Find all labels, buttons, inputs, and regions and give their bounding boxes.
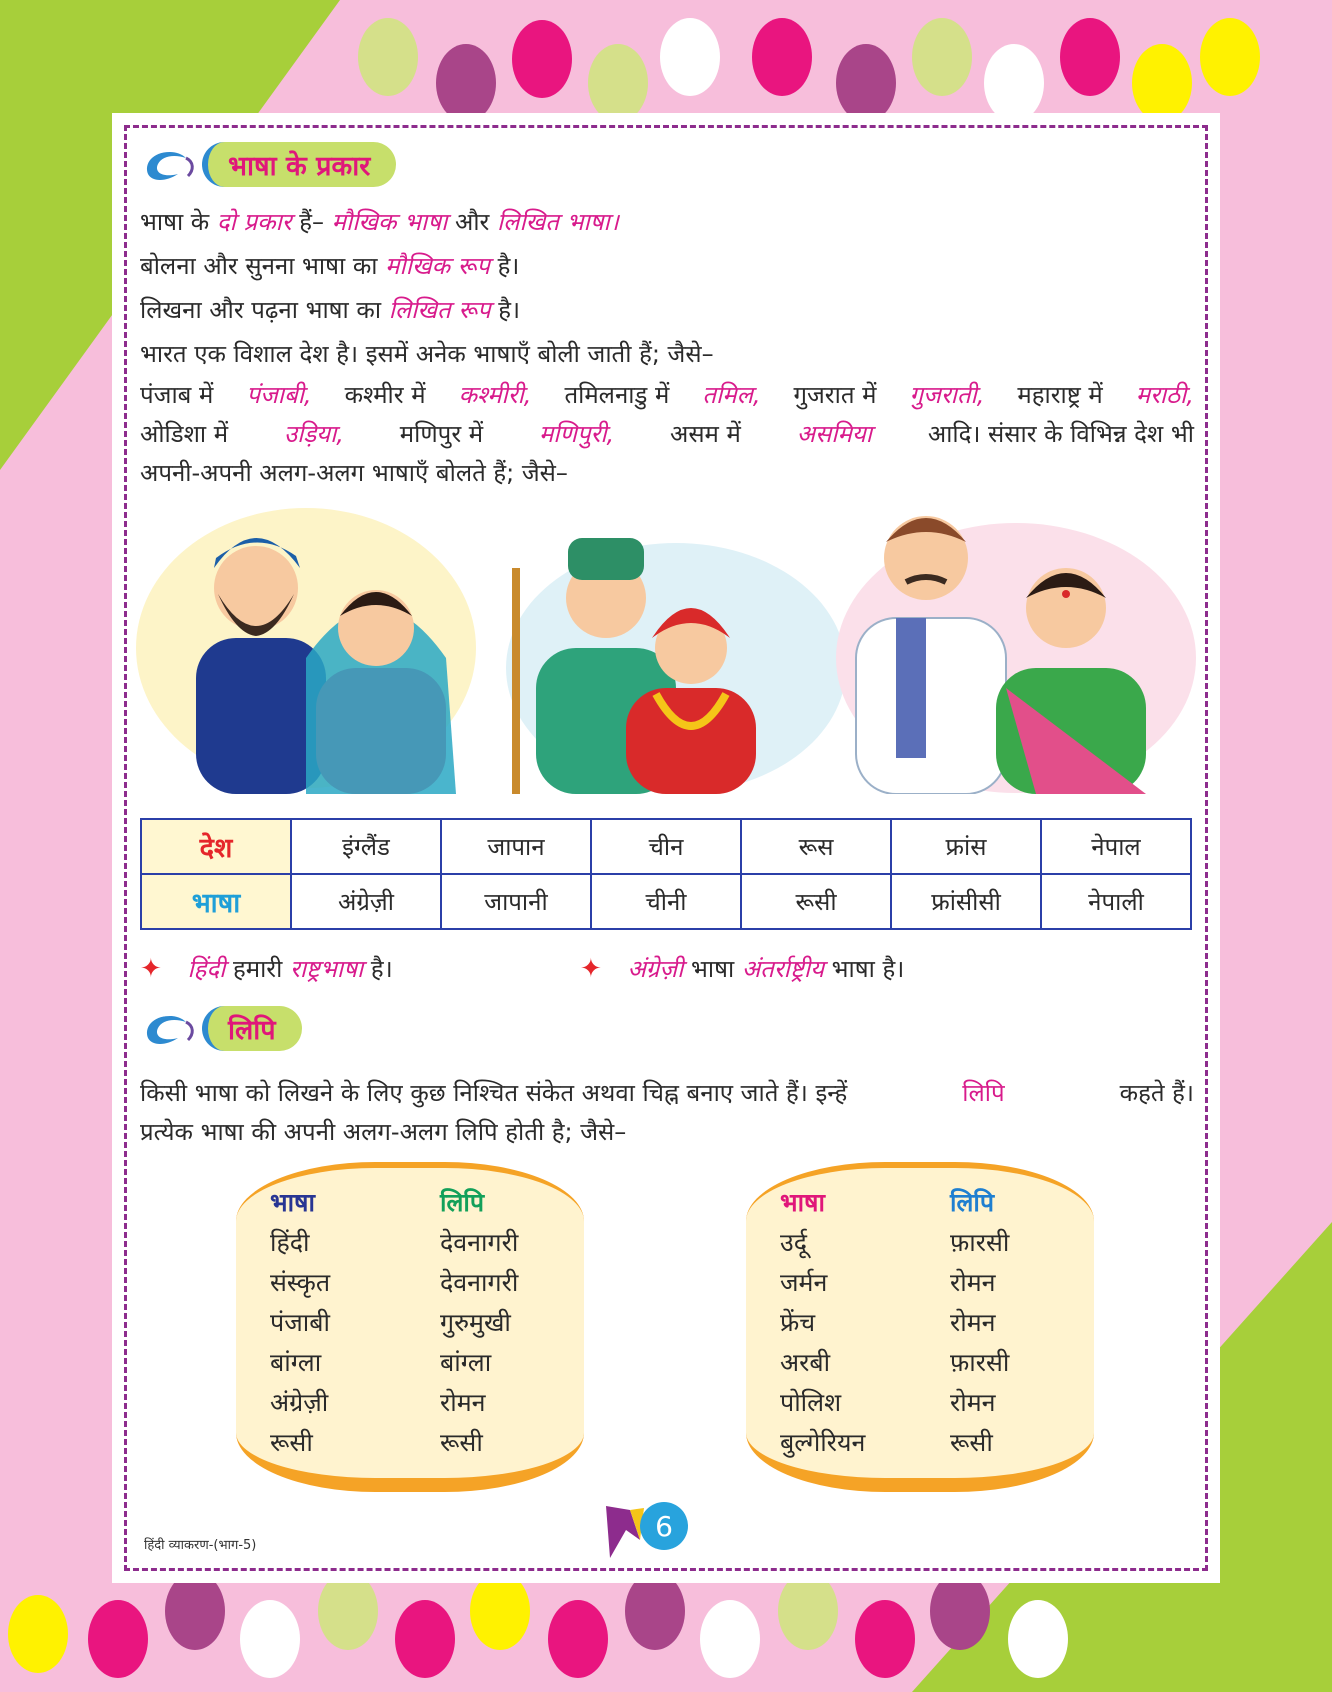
plain-text: और <box>454 208 490 236</box>
text-line <box>140 415 1194 453</box>
decor-dot <box>930 1572 990 1650</box>
text-line <box>140 1074 1194 1112</box>
table-cell: फ्रांसीसी <box>891 874 1041 929</box>
decor-dot <box>778 1572 838 1650</box>
text-line <box>140 376 1194 414</box>
text-line <box>140 247 1194 285</box>
table-row <box>141 874 1191 929</box>
section-heading-types <box>140 140 396 188</box>
highlight-text: उड़िया, <box>283 420 344 448</box>
table-cell: नेपाल <box>1041 819 1191 874</box>
table-cell: जापान <box>441 819 591 874</box>
script-name: बांग्ला <box>440 1348 492 1377</box>
decor-dot <box>470 1572 530 1650</box>
language-name: हिंदी <box>270 1228 310 1257</box>
table-cell: चीनी <box>591 874 741 929</box>
decor-dot <box>436 44 496 122</box>
highlight-text: लिखित रूप <box>388 296 491 324</box>
highlight-text: अंतर्राष्ट्रीय <box>741 955 825 983</box>
table-cell: फ्रांस <box>891 819 1041 874</box>
column-header: लिपि <box>950 1188 995 1217</box>
swirl-icon <box>140 144 198 184</box>
highlight-text: कश्मीरी, <box>458 381 532 409</box>
plain-text: है। <box>370 955 393 983</box>
plain-text: गुजरात में <box>793 381 877 409</box>
swirl-icon <box>140 1008 198 1048</box>
text-line: भारत एक विशाल देश है। इसमें अनेक भाषाएँ बोली जाती हैं; जैसे– <box>140 340 714 368</box>
highlight-text: गुजराती, <box>909 381 985 409</box>
row-header: भाषा <box>141 874 291 929</box>
highlight-text: मौखिक भाषा <box>331 208 448 236</box>
decor-dot <box>588 44 648 122</box>
highlight-text: लिखित भाषा। <box>496 208 619 236</box>
highlight-text: दो प्रकार <box>216 208 292 236</box>
plain-text: मणिपुर में <box>399 420 484 448</box>
script-card-left <box>236 1162 584 1492</box>
highlight-text: मणिपुरी, <box>538 420 615 448</box>
decor-dot <box>395 1600 455 1678</box>
decor-dot <box>836 44 896 122</box>
script-name: फ़ारसी <box>950 1348 1010 1377</box>
plain-text: है। <box>497 252 520 280</box>
plain-text: लिखना और पढ़ना भाषा का <box>140 296 382 324</box>
language-name: पोलिश <box>780 1388 842 1417</box>
decor-dot <box>912 18 972 96</box>
script-name: रोमन <box>950 1268 996 1297</box>
language-name: जर्मन <box>780 1268 828 1297</box>
highlight-text: पंजाबी, <box>246 381 312 409</box>
book-title: हिंदी व्याकरण-(भाग-5) <box>144 1538 257 1553</box>
language-name: अरबी <box>780 1348 831 1377</box>
plain-text: ओडिशा में <box>140 420 229 448</box>
decor-dot <box>1200 18 1260 96</box>
decor-dot <box>752 18 812 96</box>
plain-text: कहते हैं। <box>1119 1079 1194 1107</box>
plain-text: भाषा है। <box>831 955 905 983</box>
decor-dot <box>8 1595 68 1673</box>
language-name: बांग्ला <box>270 1348 322 1377</box>
script-name: फ़ारसी <box>950 1228 1010 1257</box>
script-list <box>270 1184 550 1462</box>
row-header: देश <box>141 819 291 874</box>
language-name: अंग्रेज़ी <box>270 1388 329 1417</box>
script-list <box>780 1184 1060 1462</box>
table-cell: इंग्लैंड <box>291 819 441 874</box>
table-cell: अंग्रेज़ी <box>291 874 441 929</box>
script-name: रोमन <box>950 1308 996 1337</box>
language-name: बुल्गेरियन <box>780 1428 866 1457</box>
column-header: लिपि <box>440 1188 485 1217</box>
decor-dot <box>660 18 720 96</box>
decor-dot <box>1060 18 1120 96</box>
plain-text: असम में <box>670 420 741 448</box>
ribbon-icon <box>600 1500 644 1560</box>
plain-text: हमारी <box>233 955 283 983</box>
text-line: अपनी-अपनी अलग-अलग भाषाएँ बोलते हैं; जैसे– <box>140 459 568 487</box>
decor-dot <box>358 18 418 96</box>
language-name: रूसी <box>270 1428 313 1457</box>
language-name: फ्रेंच <box>780 1308 816 1337</box>
table-cell: रूसी <box>741 874 891 929</box>
highlight-text: राष्ट्रभाषा <box>290 955 364 983</box>
script-name: रूसी <box>440 1428 483 1457</box>
section-title: लिपि <box>202 1006 302 1051</box>
text-line: प्रत्येक भाषा की अपनी अलग-अलग लिपि होती है; जैसे– <box>140 1118 627 1146</box>
decor-dot <box>240 1600 300 1678</box>
decor-dot <box>700 1600 760 1678</box>
note-national-language <box>140 952 393 985</box>
script-name: रोमन <box>440 1388 486 1417</box>
plain-text: आदि। संसार के विभिन्न देश भी <box>927 420 1194 448</box>
table-cell: जापानी <box>441 874 591 929</box>
people-illustration <box>136 498 1196 794</box>
decor-dot <box>1008 1600 1068 1678</box>
plain-text: बोलना और सुनना भाषा का <box>140 252 378 280</box>
decor-dot <box>855 1600 915 1678</box>
decor-dot <box>165 1572 225 1650</box>
decor-dot <box>625 1572 685 1650</box>
country-language-table <box>140 818 1192 930</box>
script-name: रूसी <box>950 1428 993 1457</box>
script-name: रोमन <box>950 1388 996 1417</box>
language-name: संस्कृत <box>270 1268 331 1297</box>
column-header: भाषा <box>780 1188 825 1217</box>
table-cell: चीन <box>591 819 741 874</box>
column-header: भाषा <box>270 1188 315 1217</box>
page-number: 6 <box>640 1502 688 1550</box>
decor-dot <box>318 1572 378 1650</box>
plain-text: पंजाब में <box>140 381 214 409</box>
table-cell: नेपाली <box>1041 874 1191 929</box>
decor-dot <box>88 1600 148 1678</box>
decor-dot <box>512 20 572 98</box>
plain-text: है। <box>498 296 521 324</box>
plain-text: भाषा <box>690 955 735 983</box>
star-icon: ✦ <box>140 954 162 984</box>
star-icon: ✦ <box>580 954 602 984</box>
decor-dot <box>984 44 1044 122</box>
script-name: देवनागरी <box>440 1268 519 1297</box>
highlight-text: लिपि <box>962 1079 1005 1107</box>
decor-dot <box>1132 44 1192 122</box>
section-heading-script <box>140 1004 302 1052</box>
text-line <box>140 291 1194 329</box>
highlight-text: मराठी, <box>1135 381 1194 409</box>
script-name: देवनागरी <box>440 1228 519 1257</box>
highlight-text: असमिया <box>796 420 872 448</box>
section-title: भाषा के प्रकार <box>202 142 396 187</box>
table-cell: रूस <box>741 819 891 874</box>
highlight-text: अंग्रेज़ी <box>627 955 684 983</box>
script-name: गुरुमुखी <box>440 1308 511 1337</box>
plain-text: कश्मीर में <box>344 381 426 409</box>
language-name: पंजाबी <box>270 1308 330 1337</box>
highlight-text: हिंदी <box>187 955 226 983</box>
language-name: उर्दू <box>780 1228 807 1257</box>
plain-text: तमिलनाडु में <box>564 381 670 409</box>
plain-text: हैं– <box>299 208 324 236</box>
script-card-right <box>746 1162 1094 1492</box>
plain-text: महाराष्ट्र में <box>1017 381 1103 409</box>
table-row <box>141 819 1191 874</box>
decor-dot <box>548 1600 608 1678</box>
plain-text: किसी भाषा को लिखने के लिए कुछ निश्चित संकेत अथवा चिह्न बनाए जाते हैं। इन्हें <box>140 1079 848 1107</box>
note-international-language <box>580 952 904 985</box>
highlight-text: तमिल, <box>702 381 761 409</box>
plain-text: भाषा के <box>140 208 210 236</box>
text-line <box>140 203 1194 241</box>
highlight-text: मौखिक रूप <box>385 252 490 280</box>
